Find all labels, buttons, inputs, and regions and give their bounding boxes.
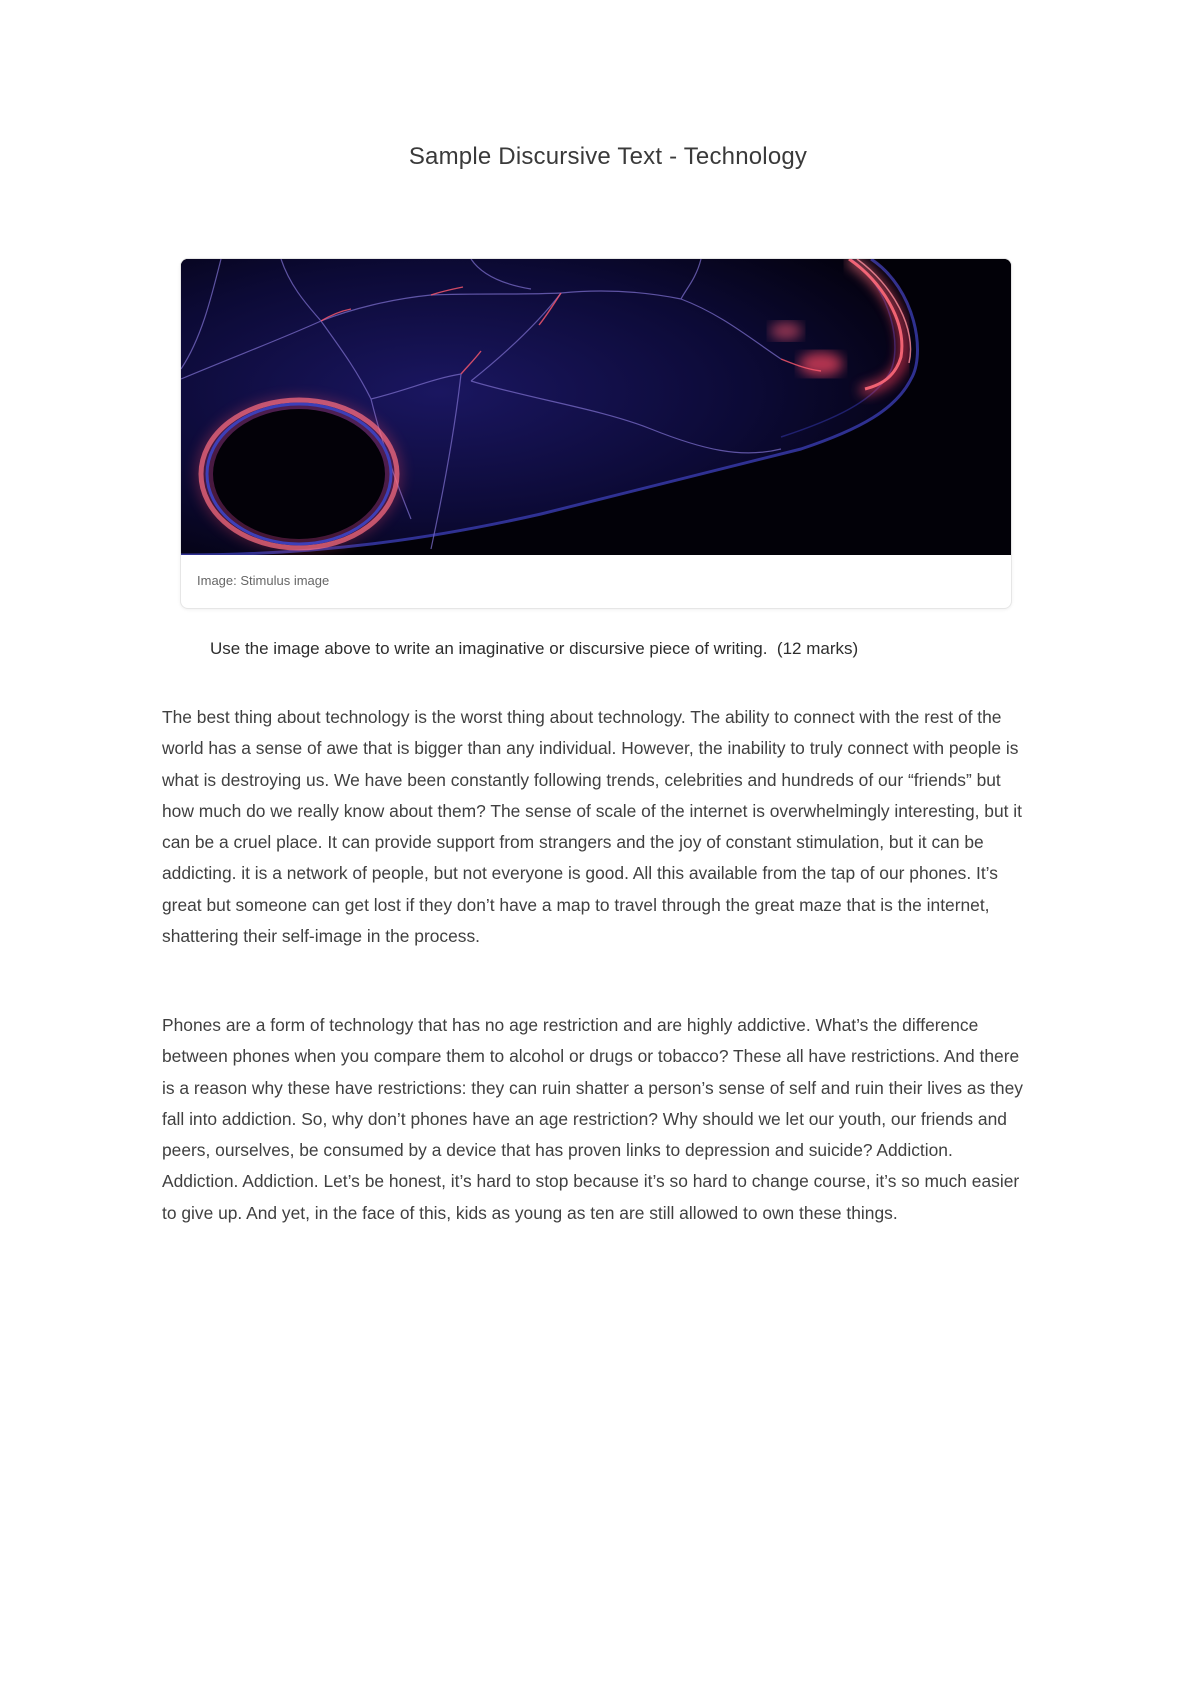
- figure-caption: Image: Stimulus image: [197, 573, 330, 588]
- essay-paragraph: Phones are a form of technology that has no age restriction and are highly addictive. What’s the difference between phones when you compare them to alcohol or drugs or tobacco? These all have restrictions. And there is a reason why these have restrictions: they can ruin shatter a person’s sense of self and ruin their lives as they fall into addiction. So, why don’t phones have an age restriction? Why should we let our youth, our friends and peers, ourselves, be consumed by a device that has proven links to depression and suicide? Addiction. Addiction. Addiction. Let’s be honest, it’s hard to stop because it’s so hard to change course, it’s so much easier to give up. And yet, in the face of this, kids as young as ten are still allowed to own these things.: [162, 1015, 1023, 1223]
- essay-paragraph: The best thing about technology is the worst thing about technology. The ability to connect with the rest of the world has a sense of awe that is bigger than any individual. However, the inability to truly connect with people is what is destroying us. We have been constantly following trends, celebrities and hundreds of our “friends” but how much do we really know about them? The sense of scale of the internet is overwhelmingly interesting, but it can be a cruel place. It can provide support from strangers and the joy of constant stimulation, but it can be addicting. it is a network of people, but not everyone is good. All this available from the tap of our phones. It’s great but someone can get lost if they don’t have a map to travel through the great maze that is the internet, shattering their self-image in the process.: [162, 707, 1023, 947]
- stimulus-figure: [180, 258, 1012, 609]
- writing-prompt: Use the image above to write an imaginative or discursive piece of writing. (12 marks): [210, 639, 859, 658]
- cracked-phone-illustration: [181, 259, 1011, 555]
- page-title: Sample Discursive Text - Technology: [408, 143, 808, 170]
- stimulus-image: [181, 259, 1011, 555]
